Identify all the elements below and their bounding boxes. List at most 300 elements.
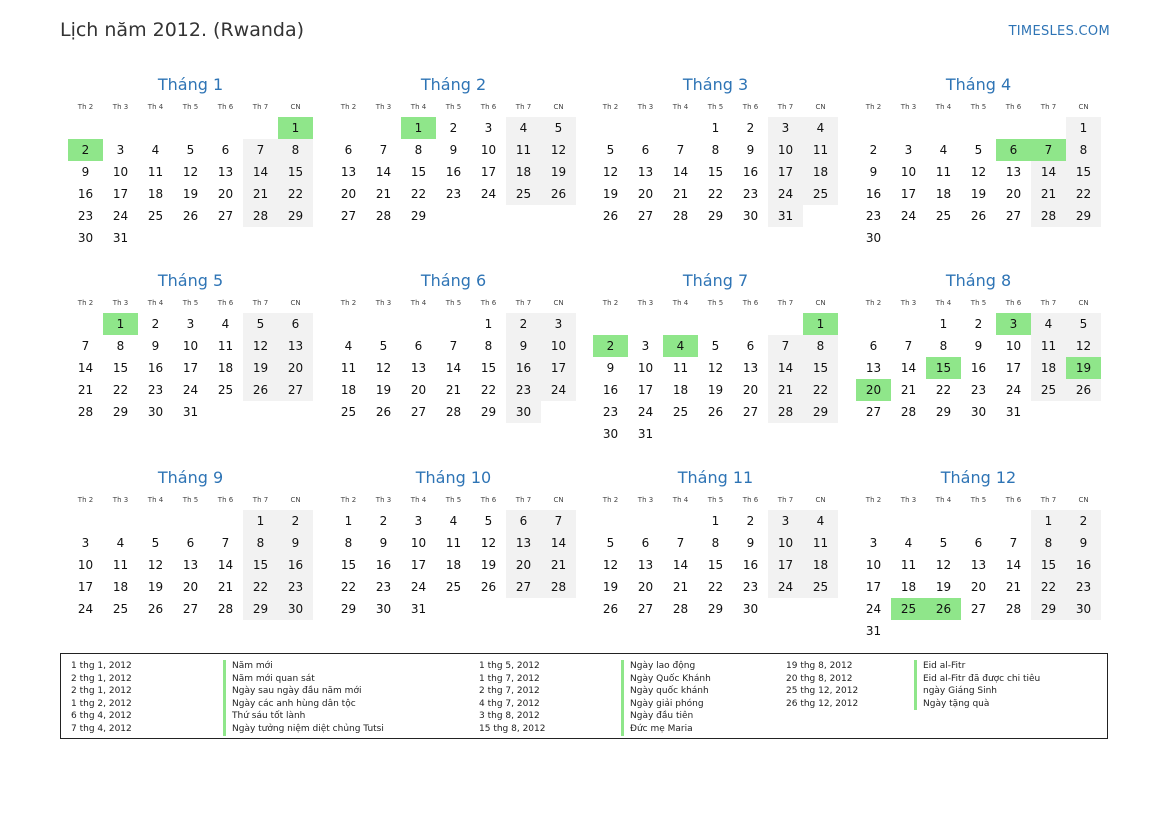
- day-cell: 20: [278, 357, 313, 379]
- day-cell: 10: [77, 558, 94, 572]
- weekday-header: Th 2: [68, 100, 103, 116]
- empty-cell: [628, 312, 663, 336]
- day-cell: 23: [147, 383, 164, 397]
- empty-cell: [173, 509, 208, 533]
- weekday-header: CN: [541, 100, 576, 116]
- day-cell: 27: [410, 405, 427, 419]
- weekday-header: Th 4: [138, 493, 173, 509]
- day-cell: 21: [1031, 183, 1066, 205]
- month-5: [68, 270, 313, 423]
- empty-cell: [471, 598, 506, 620]
- day-cell: 8: [414, 143, 423, 157]
- day-cell: 4: [208, 312, 243, 336]
- day-cell: 26: [926, 598, 961, 620]
- day-cell: 24: [1005, 383, 1022, 397]
- day-cell: 7: [221, 536, 230, 550]
- day-cell: 8: [711, 536, 720, 550]
- day-cell: 17: [900, 187, 917, 201]
- day-cell: 24: [77, 602, 94, 616]
- day-cell: 22: [243, 576, 278, 598]
- day-cell: 14: [900, 361, 917, 375]
- day-cell: 29: [112, 405, 129, 419]
- day-cell: 2: [506, 312, 541, 336]
- month-6: [331, 270, 576, 423]
- day-cell: 27: [637, 602, 654, 616]
- weekday-header: Th 7: [768, 296, 803, 312]
- day-cell: 19: [935, 580, 952, 594]
- day-cell: 11: [217, 339, 234, 353]
- empty-cell: [436, 312, 471, 336]
- day-cell: 9: [278, 532, 313, 554]
- empty-cell: [768, 598, 803, 620]
- day-cell: 19: [147, 580, 164, 594]
- month-table: [331, 493, 576, 620]
- day-cell: 12: [480, 536, 497, 550]
- day-cell: 24: [637, 405, 654, 419]
- day-cell: 7: [676, 536, 685, 550]
- day-cell: 26: [1066, 379, 1101, 401]
- weekday-header: CN: [278, 296, 313, 312]
- day-cell: 26: [541, 183, 576, 205]
- day-cell: 3: [768, 116, 803, 140]
- day-cell: 26: [375, 405, 392, 419]
- day-cell: 16: [1066, 554, 1101, 576]
- weekday-header: Th 7: [506, 296, 541, 312]
- day-cell: 29: [707, 602, 724, 616]
- day-cell: 23: [865, 209, 882, 223]
- weekday-header: Th 4: [926, 493, 961, 509]
- day-cell: 14: [541, 532, 576, 554]
- weekday-header: Th 5: [961, 100, 996, 116]
- weekday-header: Th 3: [628, 296, 663, 312]
- day-cell: 27: [865, 405, 882, 419]
- month-title: Tháng 9: [157, 468, 224, 487]
- empty-cell: [628, 116, 663, 140]
- empty-cell: [401, 312, 436, 336]
- day-cell: 10: [410, 536, 427, 550]
- day-cell: 12: [182, 165, 199, 179]
- empty-cell: [68, 116, 103, 140]
- day-cell: 20: [217, 187, 234, 201]
- day-cell: 16: [742, 558, 759, 572]
- day-cell: 12: [602, 558, 619, 572]
- weekday-header: Th 3: [366, 100, 401, 116]
- empty-cell: [278, 401, 313, 423]
- day-cell: 28: [243, 205, 278, 227]
- day-cell: 25: [935, 209, 952, 223]
- day-cell: 22: [935, 383, 952, 397]
- day-cell: 12: [375, 361, 392, 375]
- day-cell: 28: [672, 209, 689, 223]
- day-cell: 1: [471, 312, 506, 336]
- day-cell: 5: [1066, 312, 1101, 336]
- weekday-header: Th 7: [1031, 100, 1066, 116]
- day-cell: 24: [900, 209, 917, 223]
- empty-cell: [68, 312, 103, 336]
- day-cell: 28: [672, 602, 689, 616]
- day-cell: 21: [77, 383, 94, 397]
- day-cell: 16: [865, 187, 882, 201]
- day-cell: 21: [375, 187, 392, 201]
- day-cell: 10: [900, 165, 917, 179]
- weekday-header: Th 2: [593, 100, 628, 116]
- day-cell: 9: [151, 339, 160, 353]
- day-cell: 20: [410, 383, 427, 397]
- day-cell: 27: [278, 379, 313, 401]
- day-cell: 3: [116, 143, 125, 157]
- day-cell: 5: [606, 536, 615, 550]
- day-cell: 15: [1066, 161, 1101, 183]
- weekday-header: Th 3: [891, 296, 926, 312]
- empty-cell: [593, 116, 628, 140]
- day-cell: 19: [602, 580, 619, 594]
- day-cell: 14: [672, 558, 689, 572]
- weekday-header: CN: [1066, 296, 1101, 312]
- day-cell: 18: [445, 558, 462, 572]
- month-table: [68, 296, 313, 423]
- day-cell: 5: [471, 509, 506, 533]
- day-cell: 1: [926, 312, 961, 336]
- weekday-header: CN: [803, 100, 838, 116]
- day-cell: 26: [147, 602, 164, 616]
- weekday-header: CN: [803, 296, 838, 312]
- legend-holiday-name: Ngày giải phóng: [621, 698, 711, 711]
- empty-cell: [541, 205, 576, 227]
- month-table: [331, 100, 576, 227]
- legend-date: 7 thg 4, 2012: [71, 723, 132, 734]
- day-cell: 19: [970, 187, 987, 201]
- day-cell: 9: [606, 361, 615, 375]
- day-cell: 14: [243, 161, 278, 183]
- day-cell: 21: [217, 580, 234, 594]
- empty-cell: [891, 227, 926, 249]
- weekday-header: Th 3: [891, 493, 926, 509]
- day-cell: 26: [243, 379, 278, 401]
- day-cell: 1: [698, 509, 733, 533]
- day-cell: 5: [711, 339, 720, 353]
- day-cell: 11: [803, 532, 838, 554]
- day-cell: 30: [506, 401, 541, 423]
- day-cell: 4: [506, 116, 541, 140]
- empty-cell: [891, 116, 926, 140]
- legend-date: 1 thg 1, 2012: [71, 661, 132, 671]
- empty-cell: [331, 116, 366, 140]
- empty-cell: [891, 312, 926, 336]
- day-cell: 8: [1031, 532, 1066, 554]
- day-cell: 24: [768, 183, 803, 205]
- month-table: [856, 296, 1101, 423]
- day-cell: 6: [869, 339, 878, 353]
- day-cell: 2: [961, 312, 996, 336]
- day-cell: 11: [935, 165, 952, 179]
- weekday-header: Th 5: [173, 100, 208, 116]
- day-cell: 12: [707, 361, 724, 375]
- weekday-header: Th 6: [471, 100, 506, 116]
- day-cell: 21: [672, 580, 689, 594]
- day-cell: 29: [410, 209, 427, 223]
- weekday-header: Th 4: [663, 296, 698, 312]
- day-cell: 23: [1066, 576, 1101, 598]
- day-cell: 26: [707, 405, 724, 419]
- legend-holiday-name: Đức mẹ Maria: [621, 723, 711, 736]
- empty-cell: [698, 423, 733, 445]
- weekday-header: Th 2: [331, 296, 366, 312]
- day-cell: 29: [803, 401, 838, 423]
- weekday-header: Th 6: [996, 296, 1031, 312]
- day-cell: 23: [602, 405, 619, 419]
- site-link[interactable]: TIMESLES.COM: [1008, 24, 1110, 39]
- day-cell: 11: [803, 139, 838, 161]
- day-cell: 19: [707, 383, 724, 397]
- day-cell: 2: [733, 509, 768, 533]
- day-cell: 7: [676, 143, 685, 157]
- day-cell: 27: [1005, 209, 1022, 223]
- day-cell: 16: [742, 165, 759, 179]
- weekday-header: Th 3: [366, 493, 401, 509]
- day-cell: 12: [1066, 335, 1101, 357]
- day-cell: 24: [112, 209, 129, 223]
- weekday-header: Th 2: [331, 100, 366, 116]
- weekday-header: Th 4: [663, 100, 698, 116]
- day-cell: 9: [506, 335, 541, 357]
- legend-date: 1 thg 7, 2012: [479, 673, 540, 684]
- weekday-header: Th 2: [68, 296, 103, 312]
- day-cell: 2: [593, 335, 628, 357]
- day-cell: 6: [746, 339, 755, 353]
- day-cell: 4: [803, 509, 838, 533]
- month-title: Tháng 12: [940, 468, 1017, 487]
- day-cell: 29: [1066, 205, 1101, 227]
- day-cell: 11: [506, 139, 541, 161]
- day-cell: 22: [707, 580, 724, 594]
- day-cell: 30: [375, 602, 392, 616]
- day-cell: 3: [173, 312, 208, 336]
- empty-cell: [996, 227, 1031, 249]
- day-cell: 6: [221, 143, 230, 157]
- month-10: [331, 467, 576, 620]
- day-cell: 21: [243, 183, 278, 205]
- day-cell: 18: [900, 580, 917, 594]
- day-cell: 2: [68, 139, 103, 161]
- day-cell: 9: [1066, 532, 1101, 554]
- day-cell: 21: [672, 187, 689, 201]
- month-table: [856, 493, 1101, 642]
- day-cell: 19: [480, 558, 497, 572]
- legend-holiday-name: Ngày tưởng niệm diệt chủng Tutsi: [223, 723, 384, 736]
- day-cell: 23: [506, 379, 541, 401]
- day-cell: 9: [81, 165, 90, 179]
- day-cell: 13: [637, 165, 654, 179]
- day-cell: 10: [182, 339, 199, 353]
- day-cell: 17: [182, 361, 199, 375]
- day-cell: 18: [935, 187, 952, 201]
- day-cell: 25: [803, 576, 838, 598]
- day-cell: 1: [243, 509, 278, 533]
- legend-date: 19 thg 8, 2012: [786, 661, 853, 671]
- month-9: [68, 467, 313, 620]
- weekday-header: Th 6: [996, 493, 1031, 509]
- day-cell: 19: [182, 187, 199, 201]
- day-cell: 17: [480, 165, 497, 179]
- day-cell: 13: [410, 361, 427, 375]
- weekday-header: Th 6: [208, 296, 243, 312]
- day-cell: 18: [672, 383, 689, 397]
- day-cell: 17: [541, 357, 576, 379]
- day-cell: 2: [733, 116, 768, 140]
- day-cell: 4: [803, 116, 838, 140]
- day-cell: 30: [77, 231, 94, 245]
- day-cell: 8: [116, 339, 125, 353]
- day-cell: 30: [865, 231, 882, 245]
- day-cell: 25: [217, 383, 234, 397]
- day-cell: 3: [81, 536, 90, 550]
- weekday-header: Th 2: [68, 493, 103, 509]
- day-cell: 8: [484, 339, 493, 353]
- day-cell: 5: [151, 536, 160, 550]
- day-cell: 26: [970, 209, 987, 223]
- weekday-header: Th 5: [436, 100, 471, 116]
- day-cell: 11: [900, 558, 917, 572]
- day-cell: 5: [541, 116, 576, 140]
- day-cell: 29: [935, 405, 952, 419]
- empty-cell: [471, 205, 506, 227]
- day-cell: 10: [768, 139, 803, 161]
- day-cell: 11: [112, 558, 129, 572]
- day-cell: 12: [970, 165, 987, 179]
- day-cell: 3: [869, 536, 878, 550]
- day-cell: 20: [637, 187, 654, 201]
- day-cell: 30: [147, 405, 164, 419]
- day-cell: 26: [602, 209, 619, 223]
- empty-cell: [593, 509, 628, 533]
- day-cell: 17: [77, 580, 94, 594]
- month-1: [68, 74, 313, 249]
- legend-holiday-name: Eid al-Fitr: [914, 660, 1040, 673]
- weekday-header: Th 7: [243, 493, 278, 509]
- empty-cell: [1066, 227, 1101, 249]
- day-cell: 1: [331, 509, 366, 533]
- day-cell: 26: [182, 209, 199, 223]
- day-cell: 28: [768, 401, 803, 423]
- day-cell: 10: [865, 558, 882, 572]
- day-cell: 2: [1066, 509, 1101, 533]
- empty-cell: [891, 509, 926, 533]
- day-cell: 8: [278, 139, 313, 161]
- day-cell: 11: [672, 361, 689, 375]
- day-cell: 20: [340, 187, 357, 201]
- day-cell: 10: [768, 532, 803, 554]
- day-cell: 22: [480, 383, 497, 397]
- weekday-header: Th 5: [961, 296, 996, 312]
- day-cell: 6: [344, 143, 353, 157]
- day-cell: 13: [340, 165, 357, 179]
- day-cell: 22: [803, 379, 838, 401]
- day-cell: 30: [742, 602, 759, 616]
- day-cell: 7: [379, 143, 388, 157]
- day-cell: 3: [641, 339, 650, 353]
- day-cell: 31: [865, 624, 882, 638]
- legend-holiday-name: Ngày tặng quà: [914, 698, 1040, 711]
- day-cell: 19: [243, 357, 278, 379]
- empty-cell: [103, 116, 138, 140]
- day-cell: 10: [480, 143, 497, 157]
- empty-cell: [856, 509, 891, 533]
- empty-cell: [996, 620, 1031, 642]
- day-cell: 6: [974, 536, 983, 550]
- day-cell: 5: [379, 339, 388, 353]
- day-cell: 2: [278, 509, 313, 533]
- day-cell: 2: [869, 143, 878, 157]
- weekday-header: CN: [541, 493, 576, 509]
- day-cell: 6: [641, 143, 650, 157]
- empty-cell: [243, 401, 278, 423]
- day-cell: 2: [138, 312, 173, 336]
- day-cell: 4: [663, 335, 698, 357]
- day-cell: 16: [77, 187, 94, 201]
- empty-cell: [733, 423, 768, 445]
- day-cell: 28: [77, 405, 94, 419]
- day-cell: 15: [1031, 554, 1066, 576]
- day-cell: 17: [865, 580, 882, 594]
- day-cell: 18: [340, 383, 357, 397]
- day-cell: 23: [375, 580, 392, 594]
- month-table: [593, 493, 838, 620]
- weekday-header: Th 7: [506, 493, 541, 509]
- day-cell: 27: [217, 209, 234, 223]
- month-title: Tháng 7: [682, 271, 749, 290]
- legend-holiday-name: Ngày các anh hùng dân tộc: [223, 698, 384, 711]
- day-cell: 14: [1005, 558, 1022, 572]
- weekday-header: Th 4: [401, 296, 436, 312]
- weekday-header: Th 3: [103, 493, 138, 509]
- weekday-header: Th 4: [663, 493, 698, 509]
- empty-cell: [663, 116, 698, 140]
- day-cell: 3: [471, 116, 506, 140]
- empty-cell: [68, 509, 103, 533]
- day-cell: 21: [900, 383, 917, 397]
- calendar-grid: [68, 74, 1103, 654]
- day-cell: 30: [742, 209, 759, 223]
- day-cell: 28: [900, 405, 917, 419]
- empty-cell: [138, 509, 173, 533]
- weekday-header: Th 2: [856, 296, 891, 312]
- day-cell: 4: [116, 536, 125, 550]
- legend-right-names: [914, 660, 1040, 710]
- day-cell: 25: [803, 183, 838, 205]
- legend-date: 3 thg 8, 2012: [479, 711, 540, 722]
- day-cell: 3: [541, 312, 576, 336]
- empty-cell: [733, 312, 768, 336]
- day-cell: 31: [1005, 405, 1022, 419]
- day-cell: 20: [506, 554, 541, 576]
- weekday-header: Th 3: [103, 100, 138, 116]
- legend-date: 2 thg 1, 2012: [71, 673, 132, 684]
- day-cell: 24: [410, 580, 427, 594]
- legend-date: 6 thg 4, 2012: [71, 711, 132, 722]
- day-cell: 16: [147, 361, 164, 375]
- day-cell: 1: [278, 116, 313, 140]
- legend-date: 1 thg 5, 2012: [479, 661, 540, 671]
- day-cell: 28: [375, 209, 392, 223]
- legend-date: 2 thg 1, 2012: [71, 686, 132, 697]
- legend-right-dates: [786, 660, 858, 710]
- day-cell: 18: [803, 554, 838, 576]
- day-cell: 23: [742, 187, 759, 201]
- day-cell: 19: [1066, 357, 1101, 379]
- legend-holiday-name: Thứ sáu tốt lành: [223, 710, 384, 723]
- day-cell: 21: [445, 383, 462, 397]
- legend-holiday-name: Năm mới quan sát: [223, 673, 384, 686]
